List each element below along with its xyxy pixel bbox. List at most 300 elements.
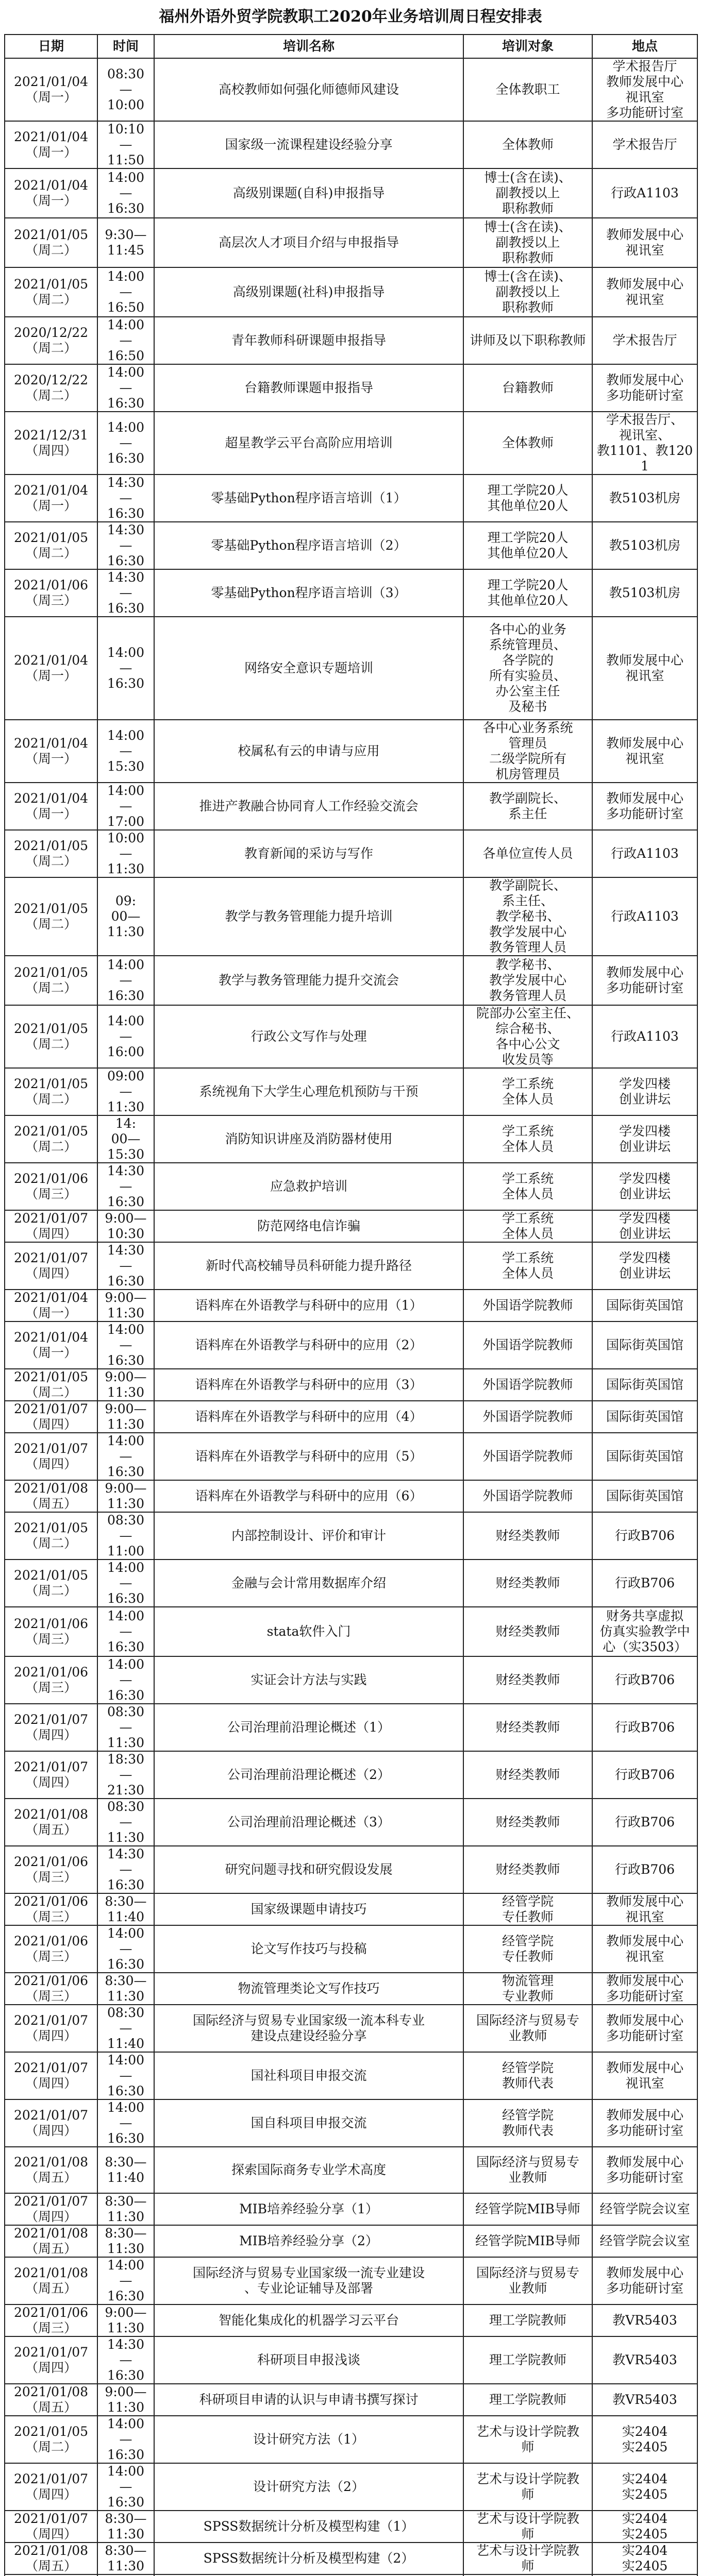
table-row: [5, 2304, 697, 2336]
table-row: [5, 1115, 697, 1163]
cell-time: 08:30— 11:40: [97, 2005, 154, 2052]
cell-course: 国际经济与贸易专业国家级一流专业建设 、专业论证辅导及部署: [154, 2257, 463, 2304]
cell-location: 教VR5403: [592, 2304, 697, 2336]
cell-location: 行政A1103: [592, 877, 697, 956]
cell-date: 2021/01/04 （周一）: [5, 474, 97, 522]
cell-audience: 各中心的业务 系统管理员、 各学院的 所有实验员、 办公室主任 及秘书: [463, 617, 592, 720]
header-location: 地点: [592, 35, 697, 58]
cell-course: 国社科项目申报交流: [154, 2052, 463, 2099]
cell-location: 财务共享虚拟 仿真实验教学中 心（实3503）: [592, 1607, 697, 1656]
cell-date: 2021/01/04 （周一）: [5, 783, 97, 830]
cell-date: 2021/01/07 （周四）: [5, 2193, 97, 2225]
cell-date: 2021/01/07 （周四）: [5, 2336, 97, 2384]
cell-course: 国家级课题申请技巧: [154, 1893, 463, 1925]
cell-audience: 外国语学院教师: [463, 1433, 592, 1480]
cell-audience: 财经类教师: [463, 1751, 592, 1799]
cell-time: 14:00— 16:30: [97, 2099, 154, 2147]
cell-audience: 理工学院教师: [463, 2304, 592, 2336]
table-row: [5, 2147, 697, 2193]
cell-course: 零基础Python程序语言培训（3）: [154, 569, 463, 617]
cell-date: 2021/01/06 （周三）: [5, 1893, 97, 1925]
cell-date: 2021/01/05 （周二）: [5, 1560, 97, 1607]
cell-time: 08:30— 10:00: [97, 58, 154, 121]
cell-location: 实2404 实2405: [592, 2543, 697, 2574]
cell-location: 学发四楼 创业讲坛: [592, 1115, 697, 1163]
cell-date: 2021/01/06 （周三）: [5, 2304, 97, 2336]
table-row: [5, 2052, 697, 2099]
cell-location: 行政B706: [592, 1512, 697, 1560]
cell-course: SPSS数据统计分析及模型构建（1）: [154, 2511, 463, 2543]
table-row: [5, 1925, 697, 1973]
cell-audience: 经管学院MIB导师: [463, 2193, 592, 2225]
cell-audience: 学工系统 全体人员: [463, 1210, 592, 1242]
cell-date: 2021/01/05 （周二）: [5, 522, 97, 569]
cell-audience: 艺术与设计学院教 师: [463, 2511, 592, 2543]
table-row: [5, 2336, 697, 2384]
cell-time: 14: 00— 15:30: [97, 1115, 154, 1163]
table-row: [5, 168, 697, 218]
cell-time: 14:00— 16:30: [97, 1656, 154, 1704]
cell-time: 9:00— 11:30: [97, 2384, 154, 2416]
cell-time: 14:00— 16:50: [97, 317, 154, 364]
table-row: [5, 1005, 697, 1068]
table-row: [5, 1210, 697, 1242]
cell-location: 实2404 实2405: [592, 2463, 697, 2511]
table-row: [5, 1433, 697, 1480]
cell-location: 实2404 实2405: [592, 2416, 697, 2463]
cell-time: 14:30— 16:30: [97, 474, 154, 522]
cell-date: 2021/01/08 （周五）: [5, 2147, 97, 2193]
cell-date: 2021/01/04 （周一）: [5, 168, 97, 218]
table-row: [5, 2543, 697, 2574]
cell-audience: 财经类教师: [463, 1799, 592, 1846]
cell-course: 国家级一流课程建设经验分享: [154, 121, 463, 168]
cell-time: 14:00— 16:30: [97, 2416, 154, 2463]
cell-audience: 国际经济与贸易专 业教师: [463, 2005, 592, 2052]
cell-location: 国际街英国馆: [592, 1321, 697, 1369]
cell-audience: 学工系统 全体人员: [463, 1242, 592, 1290]
cell-time: 14:00— 16:30: [97, 956, 154, 1005]
cell-date: 2021/01/07 （周四）: [5, 1433, 97, 1480]
cell-audience: 财经类教师: [463, 1607, 592, 1656]
cell-time: 8:30— 11:30: [97, 2543, 154, 2574]
cell-time: 14:00— 16:30: [97, 2463, 154, 2511]
cell-date: 2021/01/07 （周四）: [5, 1242, 97, 1290]
cell-time: 14:00— 16:30: [97, 1321, 154, 1369]
cell-date: 2021/01/04 （周一）: [5, 58, 97, 121]
cell-course: 推进产教融合协同育人工作经验交流会: [154, 783, 463, 830]
cell-location: 教师发展中心 视讯室: [592, 720, 697, 783]
cell-course: 青年教师科研课题申报指导: [154, 317, 463, 364]
cell-audience: 经管学院 教师代表: [463, 2052, 592, 2099]
cell-location: 学术报告厅: [592, 121, 697, 168]
table-row: [5, 1242, 697, 1290]
table-header: [5, 35, 697, 58]
cell-location: 学发四楼 创业讲坛: [592, 1210, 697, 1242]
cell-audience: 外国语学院教师: [463, 1369, 592, 1401]
cell-course: 论文写作技巧与投稿: [154, 1925, 463, 1973]
table-row: [5, 1893, 697, 1925]
cell-course: 国际经济与贸易专业国家级一流本科专业 建设点建设经验分享: [154, 2005, 463, 2052]
cell-course: 行政公文写作与处理: [154, 1005, 463, 1068]
cell-date: 2021/01/08 （周五）: [5, 1480, 97, 1512]
cell-course: 高级别课题(自科)申报指导: [154, 168, 463, 218]
cell-time: 8:30— 11:30: [97, 1973, 154, 2005]
cell-date: 2020/12/22 （周二）: [5, 317, 97, 364]
cell-date: 2021/01/06 （周三）: [5, 569, 97, 617]
table-row: [5, 1290, 697, 1321]
cell-location: 行政B706: [592, 1846, 697, 1893]
table-body: [5, 58, 697, 2576]
cell-course: 高层次人才项目介绍与申报指导: [154, 218, 463, 267]
cell-time: 08:30— 11:30: [97, 1799, 154, 1846]
cell-audience: 博士(含在读)、 副教授以上 职称教师: [463, 218, 592, 267]
cell-time: 18:30— 21:30: [97, 1751, 154, 1799]
cell-time: 14:30— 16:30: [97, 522, 154, 569]
cell-location: 学术报告厅: [592, 317, 697, 364]
cell-location: 学术报告厅、 视讯室、 教1101、教1201: [592, 412, 697, 474]
table-row: [5, 2193, 697, 2225]
cell-audience: 学工系统 全体人员: [463, 1163, 592, 1210]
table-row: [5, 2416, 697, 2463]
cell-date: 2021/01/08 （周五）: [5, 2384, 97, 2416]
cell-audience: 财经类教师: [463, 1656, 592, 1704]
cell-location: 教VR5403: [592, 2336, 697, 2384]
table-row: [5, 1799, 697, 1846]
cell-audience: 博士(含在读)、 副教授以上 职称教师: [463, 267, 592, 317]
cell-audience: 全体教师: [463, 412, 592, 474]
cell-location: 教师发展中心 视讯室: [592, 1893, 697, 1925]
cell-location: 行政B706: [592, 1751, 697, 1799]
cell-time: 14:00— 16:50: [97, 267, 154, 317]
cell-course: 消防知识讲座及消防器材使用: [154, 1115, 463, 1163]
cell-audience: 教学副院长、 系主任: [463, 783, 592, 830]
cell-date: 2021/01/04 （周一）: [5, 720, 97, 783]
cell-date: 2021/01/06 （周三）: [5, 1607, 97, 1656]
cell-location: 教师发展中心 视讯室: [592, 617, 697, 720]
cell-date: 2021/01/05 （周二）: [5, 2416, 97, 2463]
cell-location: 教师发展中心 多功能研讨室: [592, 783, 697, 830]
table-row: [5, 1846, 697, 1893]
cell-time: 14:30— 16:30: [97, 569, 154, 617]
cell-course: 语料库在外语教学与科研中的应用（4）: [154, 1401, 463, 1433]
cell-audience: 学工系统 全体人员: [463, 1068, 592, 1115]
cell-course: 实证会计方法与实践: [154, 1656, 463, 1704]
cell-time: 14:30— 16:30: [97, 2336, 154, 2384]
cell-location: 学发四楼 创业讲坛: [592, 1242, 697, 1290]
cell-time: 9:00— 11:30: [97, 1480, 154, 1512]
cell-audience: 艺术与设计学院教 师: [463, 2416, 592, 2463]
table-row: [5, 317, 697, 364]
cell-course: stata软件入门: [154, 1607, 463, 1656]
cell-audience: 外国语学院教师: [463, 1290, 592, 1321]
cell-location: 实2404 实2405: [592, 2511, 697, 2543]
cell-time: 14:00— 16:30: [97, 1433, 154, 1480]
cell-location: 行政B706: [592, 1799, 697, 1846]
schedule-table: [4, 34, 698, 2576]
cell-date: 2021/01/08 （周五）: [5, 1799, 97, 1846]
cell-date: 2021/01/07 （周四）: [5, 2052, 97, 2099]
table-row: [5, 830, 697, 877]
cell-audience: 艺术与设计学院教 师: [463, 2543, 592, 2574]
cell-course: 科研项目申报浅谈: [154, 2336, 463, 2384]
cell-audience: 学工系统 全体人员: [463, 1115, 592, 1163]
cell-time: 08:30— 11:30: [97, 1704, 154, 1751]
cell-course: MIB培养经验分享（1）: [154, 2193, 463, 2225]
cell-location: 教师发展中心 视讯室: [592, 2052, 697, 2099]
cell-audience: 理工学院20人 其他单位20人: [463, 569, 592, 617]
cell-audience: 教学副院长、 系主任、 教学秘书、 教学发展中心 教务管理人员: [463, 877, 592, 956]
cell-time: 14:00— 16:30: [97, 1607, 154, 1656]
cell-course: 研究问题寻找和研究假设发展: [154, 1846, 463, 1893]
cell-time: 9:00— 11:30: [97, 1401, 154, 1433]
cell-time: 14:30— 16:30: [97, 1242, 154, 1290]
table-row: [5, 412, 697, 474]
cell-audience: 财经类教师: [463, 1512, 592, 1560]
cell-audience: 各单位宣传人员: [463, 830, 592, 877]
cell-audience: 经管学院MIB导师: [463, 2225, 592, 2257]
cell-location: 教5103机房: [592, 569, 697, 617]
table-row: [5, 2257, 697, 2304]
cell-audience: 台籍教师: [463, 364, 592, 412]
cell-location: 国际街英国馆: [592, 1433, 697, 1480]
cell-course: 应急救护培训: [154, 1163, 463, 1210]
cell-location: 行政B706: [592, 1704, 697, 1751]
cell-location: 国际街英国馆: [592, 1401, 697, 1433]
cell-course: 防范网络电信诈骗: [154, 1210, 463, 1242]
cell-location: 教5103机房: [592, 474, 697, 522]
cell-location: 教师发展中心 视讯室: [592, 1925, 697, 1973]
cell-course: 教学与教务管理能力提升交流会: [154, 956, 463, 1005]
cell-location: 国际街英国馆: [592, 1480, 697, 1512]
cell-time: 14:00— 16:30: [97, 1925, 154, 1973]
cell-audience: 财经类教师: [463, 1704, 592, 1751]
table-row: [5, 2511, 697, 2543]
cell-location: 教师发展中心 视讯室: [592, 218, 697, 267]
cell-location: 行政A1103: [592, 1005, 697, 1068]
cell-date: 2021/01/05 （周二）: [5, 1115, 97, 1163]
cell-course: 国自科项目申报交流: [154, 2099, 463, 2147]
table-row: [5, 364, 697, 412]
cell-location: 经管学院会议室: [592, 2193, 697, 2225]
cell-audience: 财经类教师: [463, 1560, 592, 1607]
cell-course: SPSS数据统计分析及模型构建（2）: [154, 2543, 463, 2574]
table-row: [5, 2384, 697, 2416]
cell-time: 14:00— 16:30: [97, 1560, 154, 1607]
cell-course: 科研项目申请的认识与申请书撰写探讨: [154, 2384, 463, 2416]
cell-date: 2021/01/07 （周四）: [5, 1704, 97, 1751]
cell-time: 8:30— 11:30: [97, 2193, 154, 2225]
cell-time: 08:30— 11:00: [97, 1512, 154, 1560]
cell-time: 9:00— 11:30: [97, 2304, 154, 2336]
cell-course: 设计研究方法（2）: [154, 2463, 463, 2511]
cell-time: 09: 00— 11:30: [97, 877, 154, 956]
cell-course: 台籍教师课题申报指导: [154, 364, 463, 412]
cell-course: 语料库在外语教学与科研中的应用（3）: [154, 1369, 463, 1401]
cell-location: 国际街英国馆: [592, 1290, 697, 1321]
cell-course: 零基础Python程序语言培训（1）: [154, 474, 463, 522]
table-row: [5, 218, 697, 267]
cell-date: 2021/01/05 （周二）: [5, 1512, 97, 1560]
cell-time: 9:30— 11:45: [97, 218, 154, 267]
cell-time: 14:00— 16:00: [97, 1005, 154, 1068]
cell-location: 经管学院会议室: [592, 2225, 697, 2257]
cell-course: 零基础Python程序语言培训（2）: [154, 522, 463, 569]
cell-course: 高校教师如何强化师德师风建设: [154, 58, 463, 121]
header-audience: 培训对象: [463, 35, 592, 58]
cell-location: 学术报告厅 教师发展中心 视讯室 多功能研讨室: [592, 58, 697, 121]
cell-location: 教师发展中心 多功能研讨室: [592, 364, 697, 412]
cell-time: 14:00— 16:30: [97, 2257, 154, 2304]
cell-time: 14:30— 16:30: [97, 1163, 154, 1210]
table-row: [5, 121, 697, 168]
cell-time: 14:00— 17:00: [97, 783, 154, 830]
table-row: [5, 956, 697, 1005]
table-row: [5, 617, 697, 720]
table-row: [5, 1751, 697, 1799]
cell-date: 2021/01/04 （周一）: [5, 1321, 97, 1369]
cell-audience: 讲师及以下职称教师: [463, 317, 592, 364]
cell-course: MIB培养经验分享（2）: [154, 2225, 463, 2257]
cell-date: 2020/12/22 （周二）: [5, 364, 97, 412]
cell-location: 行政A1103: [592, 830, 697, 877]
table-row: [5, 1973, 697, 2005]
cell-date: 2021/01/07 （周四）: [5, 1401, 97, 1433]
cell-location: 教师发展中心 多功能研讨室: [592, 2147, 697, 2193]
cell-time: 14:00— 15:30: [97, 720, 154, 783]
cell-date: 2021/01/07 （周四）: [5, 2511, 97, 2543]
cell-audience: 经管学院 专任教师: [463, 1925, 592, 1973]
cell-location: 教师发展中心 视讯室: [592, 267, 697, 317]
header-date: 日期: [5, 35, 97, 58]
cell-audience: 理工学院教师: [463, 2336, 592, 2384]
cell-date: 2021/01/05 （周二）: [5, 1005, 97, 1068]
table-row: [5, 1704, 697, 1751]
cell-date: 2021/01/05 （周二）: [5, 1068, 97, 1115]
cell-time: 14:00— 16:30: [97, 364, 154, 412]
header-time: 时间: [97, 35, 154, 58]
cell-course: 校属私有云的申请与应用: [154, 720, 463, 783]
cell-course: 公司治理前沿理论概述（1）: [154, 1704, 463, 1751]
page-title: 福州外语外贸学院教职工2020年业务培训周日程安排表: [159, 8, 542, 26]
cell-audience: 理工学院20人 其他单位20人: [463, 522, 592, 569]
cell-date: 2021/01/07 （周四）: [5, 2463, 97, 2511]
cell-time: 10:00— 11:30: [97, 830, 154, 877]
cell-course: 内部控制设计、评价和审计: [154, 1512, 463, 1560]
cell-course: 网络安全意识专题培训: [154, 617, 463, 720]
cell-location: 教VR5403: [592, 2384, 697, 2416]
cell-time: 10:10— 11:50: [97, 121, 154, 168]
table-row: [5, 1401, 697, 1433]
cell-location: 教5103机房: [592, 522, 697, 569]
table-row: [5, 1656, 697, 1704]
cell-audience: 理工学院教师: [463, 2384, 592, 2416]
table-row: [5, 1512, 697, 1560]
cell-course: 高级别课题(社科)申报指导: [154, 267, 463, 317]
cell-date: 2021/01/04 （周一）: [5, 1290, 97, 1321]
cell-course: 物流管理类论文写作技巧: [154, 1973, 463, 2005]
cell-course: 公司治理前沿理论概述（2）: [154, 1751, 463, 1799]
table-row: [5, 1068, 697, 1115]
cell-course: 语料库在外语教学与科研中的应用（5）: [154, 1433, 463, 1480]
table-row: [5, 1369, 697, 1401]
cell-date: 2021/01/04 （周一）: [5, 121, 97, 168]
table-row: [5, 474, 697, 522]
cell-audience: 艺术与设计学院教 师: [463, 2463, 592, 2511]
cell-course: 语料库在外语教学与科研中的应用（2）: [154, 1321, 463, 1369]
cell-time: 8:30— 11:30: [97, 2225, 154, 2257]
cell-date: 2021/01/08 （周五）: [5, 2225, 97, 2257]
cell-audience: 外国语学院教师: [463, 1321, 592, 1369]
table-row: [5, 720, 697, 783]
cell-course: 公司治理前沿理论概述（3）: [154, 1799, 463, 1846]
cell-location: 教师发展中心 多功能研讨室: [592, 2257, 697, 2304]
table-row: [5, 877, 697, 956]
cell-audience: 全体教师: [463, 121, 592, 168]
cell-location: 行政B706: [592, 1656, 697, 1704]
cell-time: 8:30— 11:40: [97, 1893, 154, 1925]
table-row: [5, 58, 697, 121]
cell-date: 2021/01/07 （周四）: [5, 2099, 97, 2147]
cell-date: 2021/01/07 （周四）: [5, 2005, 97, 2052]
cell-audience: 物流管理 专业教师: [463, 1973, 592, 2005]
cell-location: 国际街英国馆: [592, 1369, 697, 1401]
cell-course: 超星教学云平台高阶应用培训: [154, 412, 463, 474]
cell-course: 金融与会计常用数据库介绍: [154, 1560, 463, 1607]
table-row: [5, 1480, 697, 1512]
cell-date: 2021/01/05 （周二）: [5, 1369, 97, 1401]
cell-date: 2021/01/05 （周二）: [5, 267, 97, 317]
table-row: [5, 2005, 697, 2052]
cell-course: 教学与教务管理能力提升培训: [154, 877, 463, 956]
cell-location: 教师发展中心 多功能研讨室: [592, 956, 697, 1005]
cell-date: 2021/01/06 （周三）: [5, 1656, 97, 1704]
table-row: [5, 522, 697, 569]
table-row: [5, 1607, 697, 1656]
cell-audience: 经管学院 教师代表: [463, 2099, 592, 2147]
cell-location: 教师发展中心 多功能研讨室: [592, 2099, 697, 2147]
cell-date: 2021/01/05 （周二）: [5, 218, 97, 267]
cell-audience: 财经类教师: [463, 1846, 592, 1893]
cell-time: 14:00— 16:30: [97, 168, 154, 218]
table-row: [5, 569, 697, 617]
header-row: [5, 35, 697, 58]
cell-audience: 院部办公室主任、 综合秘书、 各中心公文 收发员等: [463, 1005, 592, 1068]
table-row: [5, 783, 697, 830]
cell-time: 9:00— 11:30: [97, 1290, 154, 1321]
cell-location: 行政A1103: [592, 168, 697, 218]
table-row: [5, 1163, 697, 1210]
cell-date: 2021/12/31 （周四）: [5, 412, 97, 474]
cell-audience: 外国语学院教师: [463, 1480, 592, 1512]
cell-location: 学发四楼 创业讲坛: [592, 1163, 697, 1210]
cell-time: 14:30— 16:30: [97, 1846, 154, 1893]
cell-date: 2021/01/06 （周三）: [5, 1925, 97, 1973]
cell-audience: 各中心业务系统 管理员 二级学院所有 机房管理员: [463, 720, 592, 783]
table-row: [5, 2099, 697, 2147]
cell-course: 语料库在外语教学与科研中的应用（1）: [154, 1290, 463, 1321]
cell-time: 14:00— 16:30: [97, 2052, 154, 2099]
cell-course: 智能化集成化的机器学习云平台: [154, 2304, 463, 2336]
table-row: [5, 1560, 697, 1607]
cell-audience: 理工学院20人 其他单位20人: [463, 474, 592, 522]
cell-date: 2021/01/08 （周五）: [5, 2543, 97, 2574]
table-row: [5, 2463, 697, 2511]
cell-date: 2021/01/06 （周三）: [5, 1163, 97, 1210]
cell-date: 2021/01/04 （周一）: [5, 617, 97, 720]
cell-course: 系统视角下大学生心理危机预防与干预: [154, 1068, 463, 1115]
cell-time: 8:30— 11:40: [97, 2147, 154, 2193]
